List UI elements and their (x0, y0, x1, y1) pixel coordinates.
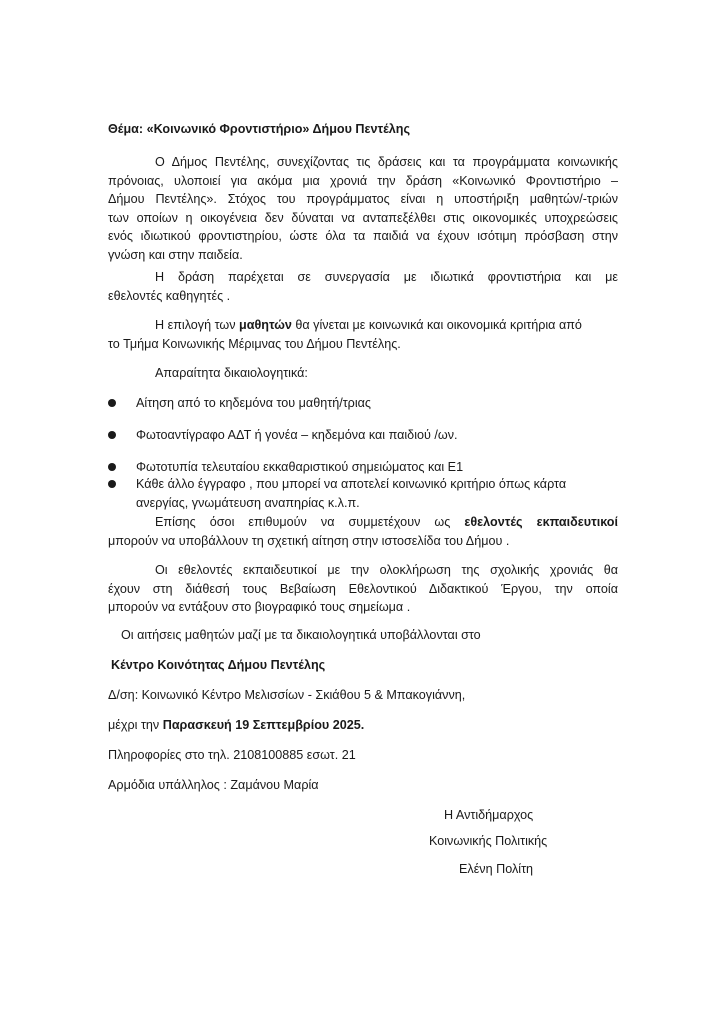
deadline-line: μέχρι την Παρασκευή 19 Σεπτεμβρίου 2025. (108, 718, 365, 732)
center-name: Κέντρο Κοινότητας Δήμου Πεντέλης (111, 658, 326, 672)
document-page: Θέμα: «Κοινωνικό Φροντιστήριο» Δήμου Πεντέλης Ο Δήμος Πεντέλης, συνεχίζοντας τις δράσεις και τα προγράμματα κοινωνικής πρόνοιας, υλοποιεί για ακόμα μια χρονιά την δράση «Κοινωνικό Φροντιστήριο – Δήμου Πεντέλης». Στόχος του προγράμματος είναι η υποστήριξη μαθητών/-τριών των οποίων η οικογένεια δεν δύναται να ανταπεξέλθει στις οικονομικές υποχρεώσεις ενός ιδιωτικού φροντιστηρίου, ώστε όλα τα παιδιά να έχουν ισότιμη πρόσβαση στην γνώση και στην παιδεία. Η δράση παρέχεται σε συνεργασία με ιδιωτικά φροντιστήρια και με εθελοντές καθηγητές . Η επιλογή των μαθητών θα γίνεται με κοινωνικά και οικονομικά κριτήρια από το Τμήμα Κοινωνικής Μέριμνας του Δήμου Πεντέλης. Απαραίτητα δικαιολογητικά: Αίτηση από το κηδεμόνα του μαθητή/τριας Φωτοαντίγραφο ΑΔΤ ή γονέα – κηδεμόνα και παιδιού /ων. Φωτοτυπία τελευταίου εκκαθαριστικού σημειώματος και Ε1 Κάθε άλλο έγγραφο , που μπορεί να αποτελεί κοινωνικό κριτήριο όπως κάρτα ανεργίας, γνωμάτευση αναπηρίας κ.λ.π. Επίσης όσοι επιθυμούν να συμμετέχουν ως εθελοντές εκπαιδευτικοί μπορούν να υποβάλλουν τη σχετική αίτηση στην ιστοσελίδα του Δήμου . Οι εθελοντές εκπαιδευτικοί με την ολοκλήρωση της σχολικής χρονιάς θα έχουν στη διάθεσή τους Βεβαίωση Εθελοντικού Διδακτικού Έργου, την οποία μπορούν να εντάξουν στο βιογραφικό τους σημείωμα . Οι αιτήσεις μαθητών μαζί με τα δικαιολογητικά υποβάλλονται στο Κέντρο Κοινότητας Δήμου Πεντέλης Δ/ση: Κοινωνικό Κέντρο Μελισσίων - Σκιάθου 5 & Μπακογιάννη, μέχρι την Παρασκευή 19 Σεπτεμβρίου 2025. Πληροφορίες στο τηλ. 2108100885 εσωτ. 21 Αρμόδια υπάλληλος : Ζαμάνου Μαρία Η Αντιδήμαρχος Κοινωνικής Πολιτικής Ελένη Πολίτη (0, 0, 724, 1024)
selection-paragraph: Η επιλογή των μαθητών θα γίνεται με κοινωνικά και οικονομικά κριτήρια από το Τμήμα Κοινωνικής Μέριμνας του Δήμου Πεντέλης. (108, 318, 582, 351)
intro-paragraph: Ο Δήμος Πεντέλης, συνεχίζοντας τις δράσεις και τα προγράμματα κοινωνικής πρόνοιας, υλοποιεί για ακόμα μια χρονιά την δράση «Κοινωνικό Φροντιστήριο – Δήμου Πεντέλης». Στόχος του προγράμματος είναι η υποστήριξη μαθητών/-τριών των οποίων η οικογένεια δεν δύναται να ανταπεξέλθει στις οικονομικές υποχρεώσεις ενός ιδιωτικού φροντιστηρίου, ώστε όλα τα παιδιά να έχουν ισότιμη πρόσβαση στην γνώση και στην παιδεία. (108, 155, 618, 262)
bullet-icon (108, 463, 116, 471)
partnership-paragraph: Η δράση παρέχεται σε συνεργασία με ιδιωτικά φροντιστήρια και με εθελοντές καθηγητές . (108, 270, 618, 303)
bullet-icon (108, 480, 116, 488)
certificate-paragraph: Οι εθελοντές εκπαιδευτικοί με την ολοκλήρωση της σχολικής χρονιάς θα έχουν στη διάθεσή τους Βεβαίωση Εθελοντικού Διδακτικού Έργου, την οποία μπορούν να εντάξουν στο βιογραφικό τους σημείωμα . (108, 563, 618, 615)
document-item-continuation: ανεργίας, γνωμάτευση αναπηρίας κ.λ.π. (136, 496, 360, 510)
info-line: Πληροφορίες στο τηλ. 2108100885 εσωτ. 21 (108, 748, 356, 762)
bullet-icon (108, 431, 116, 439)
signature-name: Ελένη Πολίτη (459, 862, 534, 876)
bullet-icon (108, 399, 116, 407)
address-line: Δ/ση: Κοινωνικό Κέντρο Μελισσίων - Σκιάθου 5 & Μπακογιάννη, (108, 688, 466, 702)
officer-line: Αρμόδια υπάλληλος : Ζαμάνου Μαρία (108, 778, 319, 792)
signature-department: Κοινωνικής Πολιτικής (429, 834, 548, 848)
submission-line: Οι αιτήσεις μαθητών μαζί με τα δικαιολογητικά υποβάλλονται στο (121, 628, 481, 642)
volunteers-paragraph: Επίσης όσοι επιθυμούν να συμμετέχουν ως εθελοντές εκπαιδευτικοί μπορούν να υποβάλλουν τη σχετική αίτηση στην ιστοσελίδα του Δήμου . (108, 515, 618, 548)
signature-title: Η Αντιδήμαρχος (444, 808, 534, 822)
subject-line: Θέμα: «Κοινωνικό Φροντιστήριο» Δήμου Πεντέλης (108, 122, 411, 136)
documents-heading: Απαραίτητα δικαιολογητικά: (155, 366, 308, 380)
